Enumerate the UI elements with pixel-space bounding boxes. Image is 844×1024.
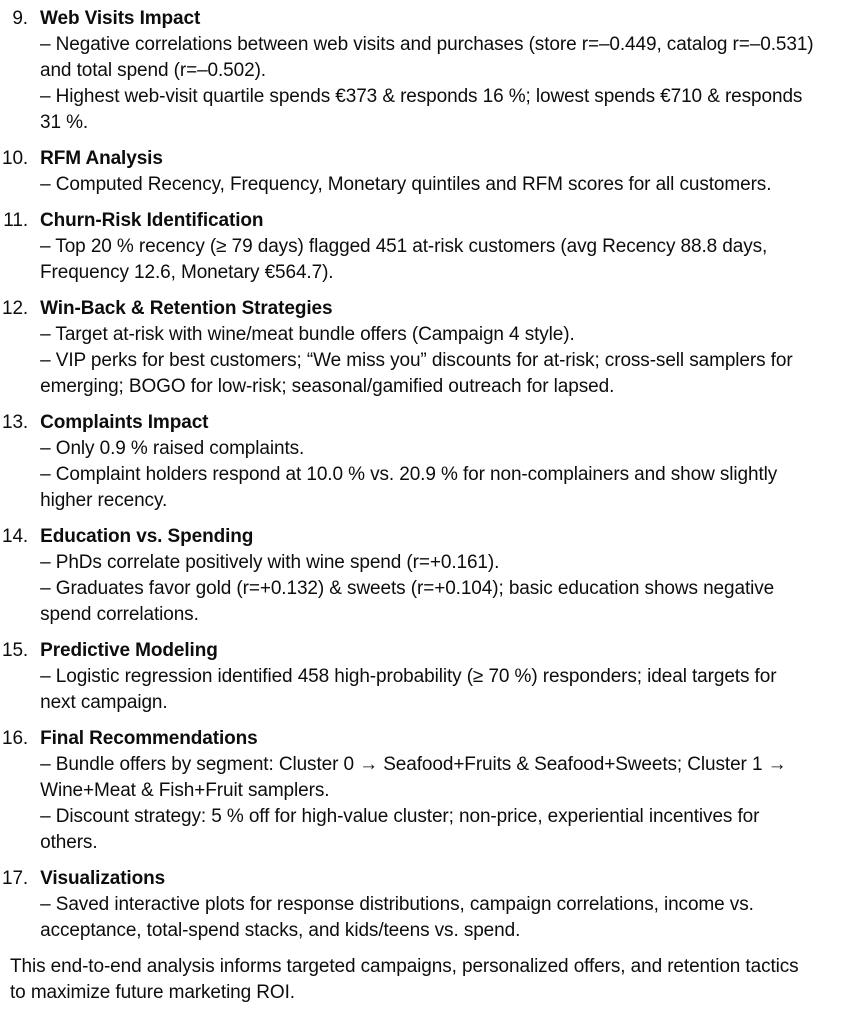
item-number: 14. xyxy=(2,526,29,547)
item-bullet: – Logistic regression identified 458 high-probability (≥ 70 %) responders; ideal targets for next campaign. xyxy=(40,666,777,713)
item-number: 13. xyxy=(2,412,29,433)
item-title: Churn-Risk Identification xyxy=(40,210,264,231)
item-bullet: – Saved interactive plots for response distributions, campaign correlations, income vs. acceptance, total-spend stacks, and kids/teens vs. spend. xyxy=(40,894,754,941)
item-number: 11. xyxy=(3,210,28,231)
item-title: Web Visits Impact xyxy=(40,8,201,29)
closing-paragraph: This end-to-end analysis informs targeted campaigns, personalized offers, and retention tactics to maximize future marketing ROI. xyxy=(10,956,799,1003)
item-content xyxy=(40,146,814,198)
list-item xyxy=(2,146,814,198)
item-number: 15. xyxy=(2,640,29,661)
item-number: 12. xyxy=(2,298,29,319)
item-content xyxy=(40,726,814,856)
item-content xyxy=(40,638,814,716)
item-number: 10. xyxy=(2,148,29,169)
item-number: 17. xyxy=(2,868,29,889)
item-content xyxy=(40,296,814,400)
item-bullet: – Only 0.9 % raised complaints. xyxy=(40,438,305,459)
list-item xyxy=(2,726,814,856)
list-item xyxy=(2,524,814,628)
item-title: Win-Back & Retention Strategies xyxy=(40,298,333,319)
item-bullet: – Target at-risk with wine/meat bundle offers (Campaign 4 style). xyxy=(40,324,575,345)
list-item xyxy=(2,6,814,136)
list-item xyxy=(2,296,814,400)
item-bullet: – VIP perks for best customers; “We miss you” discounts for at-risk; cross-sell samplers for emerging; BOGO for low-risk; seasonal/gamified outreach for lapsed. xyxy=(40,350,793,397)
item-content xyxy=(40,6,814,136)
list-item xyxy=(2,208,814,286)
item-content xyxy=(40,524,814,628)
item-title: Complaints Impact xyxy=(40,412,209,433)
item-bullet: – Computed Recency, Frequency, Monetary quintiles and RFM scores for all customers. xyxy=(40,174,772,195)
item-content xyxy=(40,410,814,514)
item-title: Final Recommendations xyxy=(40,728,258,749)
list-item xyxy=(2,410,814,514)
item-bullet: – Complaint holders respond at 10.0 % vs. 20.9 % for non-complainers and show slightly higher recency. xyxy=(40,464,778,511)
item-number: 9. xyxy=(12,8,28,29)
list-item xyxy=(2,866,814,944)
item-bullet: – Graduates favor gold (r=+0.132) & sweets (r=+0.104); basic education shows negative spend correlations. xyxy=(40,578,775,625)
item-number: 16. xyxy=(2,728,29,749)
item-bullet: – Top 20 % recency (≥ 79 days) flagged 451 at-risk customers (avg Recency 88.8 days, Frequency 12.6, Monetary €564.7). xyxy=(40,236,768,283)
item-bullet: – Discount strategy: 5 % off for high-value cluster; non-price, experiential incentives for others. xyxy=(40,806,760,853)
item-title: Visualizations xyxy=(40,868,166,889)
item-bullet: – PhDs correlate positively with wine spend (r=+0.161). xyxy=(40,552,500,573)
item-title: RFM Analysis xyxy=(40,148,163,169)
item-title: Predictive Modeling xyxy=(40,640,218,661)
item-title: Education vs. Spending xyxy=(40,526,254,547)
findings-list xyxy=(2,6,814,944)
item-content xyxy=(40,866,814,944)
list-item xyxy=(2,638,814,716)
item-bullet: – Negative correlations between web visits and purchases (store r=–0.449, catalog r=–0.531) and total spend (r=–0.502). xyxy=(40,34,814,81)
item-bullet: – Highest web-visit quartile spends €373 & responds 16 %; lowest spends €710 & responds 31 %. xyxy=(40,86,803,133)
item-content xyxy=(40,208,814,286)
item-bullet: – Bundle offers by segment: Cluster 0 → Seafood+Fruits & Seafood+Sweets; Cluster 1 → Wine+Meat & Fish+Fruit samplers. xyxy=(40,754,787,801)
